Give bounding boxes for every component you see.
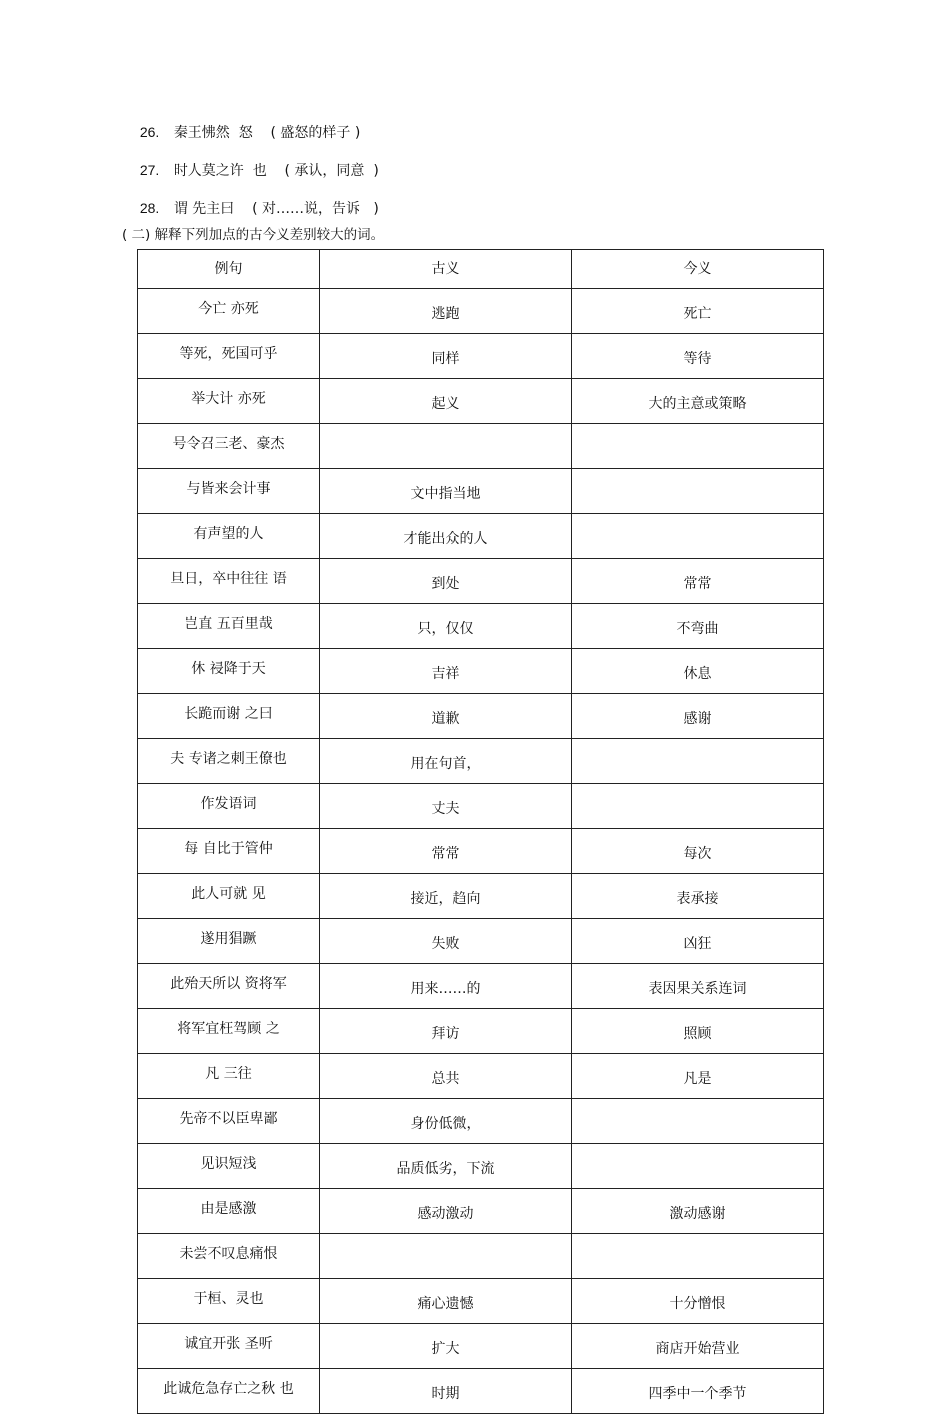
item-number: 27.	[139, 162, 160, 178]
table-row	[138, 1324, 824, 1369]
table-row	[138, 1054, 824, 1099]
table-row	[138, 334, 824, 379]
example-sentence-cell: 诚宜开张 圣听	[138, 1324, 320, 1369]
modern-meaning-cell: 激动感谢	[572, 1189, 824, 1234]
example-sentence-cell: 由是感激	[138, 1189, 320, 1234]
example-sentence-cell: 作发语词	[138, 784, 320, 829]
table-row	[138, 604, 824, 649]
item-text: 秦王怫然 怒 ( 盛怒的样子 )	[173, 125, 361, 141]
example-sentence-cell: 见识短浅	[138, 1144, 320, 1189]
table-row	[138, 1189, 824, 1234]
ancient-meaning-cell: 文中指当地	[320, 469, 572, 514]
section-title: ( 二) 解释下列加点的古今义差别较大的词。	[122, 227, 385, 243]
example-sentence-cell: 此人可就 见	[138, 874, 320, 919]
example-sentence-cell: 休 祲降于天	[138, 649, 320, 694]
example-sentence-cell: 今亡 亦死	[138, 289, 320, 334]
item-number: 28.	[139, 200, 160, 216]
ancient-meaning-cell: 用在句首，	[320, 739, 572, 784]
table-row	[138, 379, 824, 424]
item-number: 26.	[139, 124, 160, 140]
ancient-meaning-cell: 到处	[320, 559, 572, 604]
modern-meaning-cell: 十分憎恨	[572, 1279, 824, 1324]
example-sentence-cell: 夫 专诸之刺王僚也	[138, 739, 320, 784]
modern-meaning-cell: 凡是	[572, 1054, 824, 1099]
modern-meaning-cell: 感谢	[572, 694, 824, 739]
header-example: 例句	[138, 250, 320, 289]
ancient-meaning-cell: 时期	[320, 1369, 572, 1414]
modern-meaning-cell: 等待	[572, 334, 824, 379]
modern-meaning-cell: 大的主意或策略	[572, 379, 824, 424]
table-row	[138, 694, 824, 739]
modern-meaning-cell	[572, 514, 824, 559]
example-sentence-cell: 先帝不以臣卑鄙	[138, 1099, 320, 1144]
vocabulary-table	[137, 249, 824, 1414]
ancient-meaning-cell: 用来……的	[320, 964, 572, 1009]
ancient-meaning-cell: 品质低劣，下流	[320, 1144, 572, 1189]
example-sentence-cell: 此殆天所以 资将军	[138, 964, 320, 1009]
example-sentence-cell: 凡 三往	[138, 1054, 320, 1099]
table-row	[138, 1009, 824, 1054]
table-row	[138, 649, 824, 694]
ancient-meaning-cell: 逃跑	[320, 289, 572, 334]
table-row	[138, 964, 824, 1009]
ancient-meaning-cell: 吉祥	[320, 649, 572, 694]
ancient-meaning-cell: 痛心遗憾	[320, 1279, 572, 1324]
table-row	[138, 1279, 824, 1324]
table-header-row	[138, 250, 824, 289]
modern-meaning-cell	[572, 784, 824, 829]
table-row	[138, 559, 824, 604]
modern-meaning-cell	[572, 1099, 824, 1144]
item-text: 谓 先主曰 ( 对……说，告诉 )	[173, 201, 379, 217]
example-sentence-cell: 举大计 亦死	[138, 379, 320, 424]
example-sentence-cell: 等死，死国可乎	[138, 334, 320, 379]
example-sentence-cell: 于桓、灵也	[138, 1279, 320, 1324]
modern-meaning-cell: 照顾	[572, 1009, 824, 1054]
table-row	[138, 514, 824, 559]
header-ancient-meaning: 古义	[320, 250, 572, 289]
modern-meaning-cell: 休息	[572, 649, 824, 694]
ancient-meaning-cell: 道歉	[320, 694, 572, 739]
table-row	[138, 829, 824, 874]
example-sentence-cell: 岂直 五百里哉	[138, 604, 320, 649]
ancient-meaning-cell: 起义	[320, 379, 572, 424]
ancient-meaning-cell: 失败	[320, 919, 572, 964]
modern-meaning-cell: 死亡	[572, 289, 824, 334]
example-sentence-cell: 号令召三老、豪杰	[138, 424, 320, 469]
table-row	[138, 1099, 824, 1144]
modern-meaning-cell	[572, 1144, 824, 1189]
modern-meaning-cell: 每次	[572, 829, 824, 874]
header-modern-meaning: 今义	[572, 250, 824, 289]
ancient-meaning-cell: 身份低微，	[320, 1099, 572, 1144]
modern-meaning-cell: 表承接	[572, 874, 824, 919]
modern-meaning-cell	[572, 469, 824, 514]
ancient-meaning-cell: 总共	[320, 1054, 572, 1099]
modern-meaning-cell: 表因果关系连词	[572, 964, 824, 1009]
example-sentence-cell: 与皆来会计事	[138, 469, 320, 514]
table-row	[138, 469, 824, 514]
modern-meaning-cell	[572, 1234, 824, 1279]
example-sentence-cell: 未尝不叹息痛恨	[138, 1234, 320, 1279]
table-row	[138, 1144, 824, 1189]
table-row	[138, 289, 824, 334]
modern-meaning-cell: 不弯曲	[572, 604, 824, 649]
modern-meaning-cell: 凶狂	[572, 919, 824, 964]
ancient-meaning-cell: 接近，趋向	[320, 874, 572, 919]
table-row	[138, 424, 824, 469]
ancient-meaning-cell: 才能出众的人	[320, 514, 572, 559]
ancient-meaning-cell: 常常	[320, 829, 572, 874]
ancient-meaning-cell: 扩大	[320, 1324, 572, 1369]
example-sentence-cell: 有声望的人	[138, 514, 320, 559]
example-sentence-cell: 旦日，卒中往往 语	[138, 559, 320, 604]
example-sentence-cell: 遂用猖蹶	[138, 919, 320, 964]
ancient-meaning-cell	[320, 1234, 572, 1279]
ancient-meaning-cell	[320, 424, 572, 469]
table-row	[138, 919, 824, 964]
modern-meaning-cell: 常常	[572, 559, 824, 604]
modern-meaning-cell: 商店开始营业	[572, 1324, 824, 1369]
table-row	[138, 1234, 824, 1279]
modern-meaning-cell	[572, 739, 824, 784]
modern-meaning-cell: 四季中一个季节	[572, 1369, 824, 1414]
ancient-meaning-cell: 只，仅仅	[320, 604, 572, 649]
table-row	[138, 1369, 824, 1414]
table-row	[138, 739, 824, 784]
ancient-meaning-cell: 拜访	[320, 1009, 572, 1054]
item-text: 时人莫之许 也 ( 承认，同意 )	[173, 163, 379, 179]
example-sentence-cell: 此诚危急存亡之秋 也	[138, 1369, 320, 1414]
example-sentence-cell: 将军宜枉驾顾 之	[138, 1009, 320, 1054]
table-row	[138, 784, 824, 829]
ancient-meaning-cell: 感动激动	[320, 1189, 572, 1234]
modern-meaning-cell	[572, 424, 824, 469]
table-row	[138, 874, 824, 919]
ancient-meaning-cell: 丈夫	[320, 784, 572, 829]
ancient-meaning-cell: 同样	[320, 334, 572, 379]
example-sentence-cell: 每 自比于管仲	[138, 829, 320, 874]
example-sentence-cell: 长跪而谢 之曰	[138, 694, 320, 739]
